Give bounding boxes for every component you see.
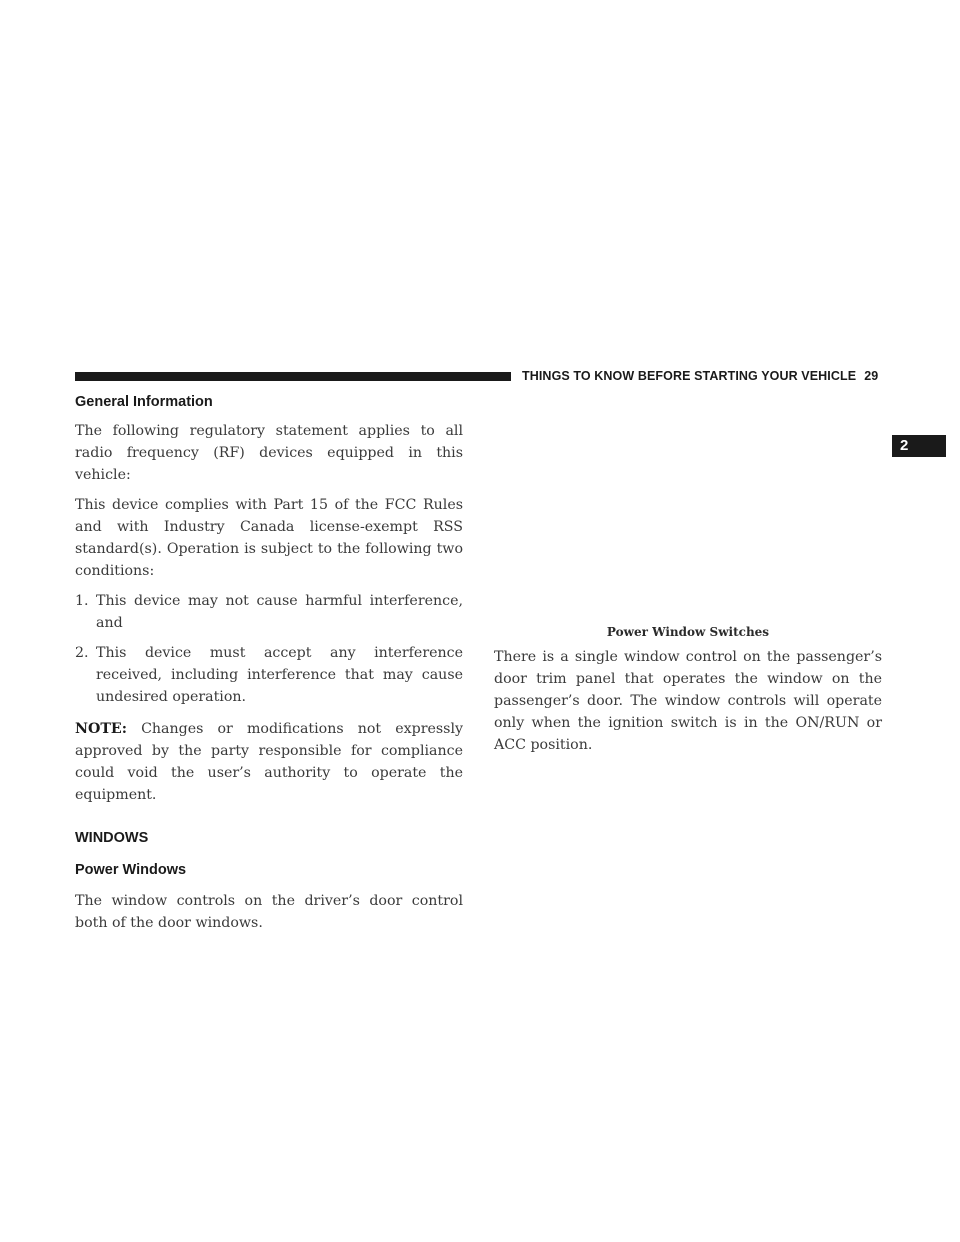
page-number: 29 <box>864 369 879 383</box>
right-column <box>494 392 882 756</box>
condition-item-1 <box>75 590 463 634</box>
condition-text: This device may not cause harmful interference, and <box>96 593 463 631</box>
header-rule <box>75 372 511 381</box>
running-head-title: THINGS TO KNOW BEFORE STARTING YOUR VEHICLE <box>522 369 857 383</box>
condition-number: 1. <box>75 593 89 609</box>
figure-caption: Power Window Switches <box>606 625 770 639</box>
heading-power-windows: Power Windows <box>75 862 187 878</box>
condition-number: 2. <box>75 645 89 661</box>
left-column <box>75 392 463 934</box>
paragraph-regulatory: The following regulatory statement applies to all radio frequency (RF) devices equipped in this vehicle: <box>75 423 463 483</box>
paragraph-driver-controls: The window controls on the driver’s door control both of the door windows. <box>75 893 463 931</box>
note-paragraph <box>75 718 463 806</box>
paragraph-passenger-control: There is a single window control on the passenger’s door trim panel that operates the window on the passenger’s door. The window controls will operate only when the ignition switch is in the ON/RUN or ACC position. <box>494 649 882 753</box>
note-label: NOTE: <box>75 721 127 737</box>
condition-item-2 <box>75 642 463 708</box>
chapter-tab: 2 <box>892 435 946 457</box>
note-text: Changes or modifications not expressly approved by the party responsible for compliance could void the user’s authority to operate the equipment. <box>75 721 464 803</box>
running-head <box>522 369 882 383</box>
heading-general-information: General Information <box>75 394 213 410</box>
paragraph-fcc: This device complies with Part 15 of the FCC Rules and with Industry Canada license-exempt RSS standard(s). Operation is subject to the following two conditions: <box>75 497 463 579</box>
figure-placeholder <box>494 392 882 624</box>
heading-windows: WINDOWS <box>75 830 149 846</box>
condition-text: This device must accept any interference received, including interference that may cause undesired operation. <box>96 645 463 705</box>
